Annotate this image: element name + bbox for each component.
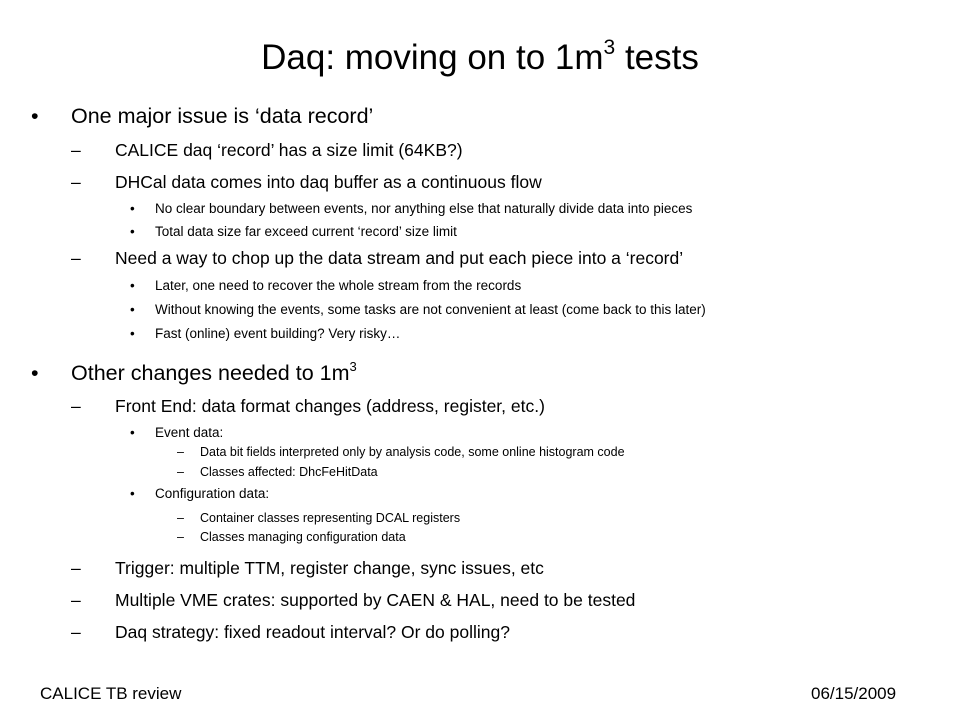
bullet-level3: Without knowing the events, some tasks are not convenient at least (come back to this later) [155, 302, 706, 317]
dash-icon: – [71, 140, 81, 160]
dash-icon: – [71, 396, 81, 416]
bullet-dot-icon: • [130, 425, 135, 440]
footer-left: CALICE TB review [40, 684, 182, 703]
dash-icon: – [177, 445, 184, 459]
dash-icon: – [71, 172, 81, 192]
title-text: Daq: moving on to 1m [261, 38, 604, 77]
bullet-level3: No clear boundary between events, nor anything else that naturally divide data into pieces [155, 201, 693, 216]
bullet-dot-icon: • [130, 278, 135, 293]
bullet-dot-icon: • [31, 104, 39, 128]
bullet-level2: Trigger: multiple TTM, register change, sync issues, etc [115, 558, 544, 578]
bullet-level4: Classes affected: DhcFeHitData [200, 465, 378, 479]
bullet-level3: Configuration data: [155, 486, 270, 501]
bullet-dot-icon: • [130, 201, 135, 216]
dash-icon: – [71, 248, 81, 268]
bullet-dot-icon: • [130, 224, 135, 239]
bullet-level2: Need a way to chop up the data stream and put each piece into a ‘record’ [115, 248, 684, 268]
bullet-level2: CALICE daq ‘record’ has a size limit (64KB?) [115, 140, 463, 160]
bullet-level3: Later, one need to recover the whole stream from the records [155, 278, 522, 293]
title-text-tail: tests [615, 38, 699, 77]
bullet-superscript: 3 [349, 359, 357, 374]
bullet-level1: One major issue is ‘data record’ [71, 104, 374, 128]
bullet-level2: Daq strategy: fixed readout interval? Or do polling? [115, 622, 510, 642]
bullet-level3: Fast (online) event building? Very risky… [155, 326, 401, 341]
bullet-level4: Data bit fields interpreted only by analysis code, some online histogram code [200, 445, 625, 459]
bullet-level3: Event data: [155, 425, 224, 440]
bullet-dot-icon: • [130, 302, 135, 317]
bullet-dot-icon: • [130, 486, 135, 501]
footer-date: 06/15/2009 [811, 684, 897, 703]
bullet-level2: Front End: data format changes (address, register, etc.) [115, 396, 545, 416]
bullet-level1 [71, 360, 357, 386]
dash-icon: – [177, 465, 184, 479]
dash-icon: – [71, 558, 81, 578]
dash-icon: – [71, 590, 81, 610]
bullet-dot-icon: • [130, 326, 135, 341]
bullet-level3: Total data size far exceed current ‘record’ size limit [155, 224, 457, 239]
slide-title [0, 36, 960, 80]
dash-icon: – [177, 511, 184, 525]
bullet-level1-text: Other changes needed to 1m [71, 361, 350, 385]
bullet-level4: Container classes representing DCAL registers [200, 511, 461, 525]
bullet-dot-icon: • [31, 361, 39, 385]
bullet-level4: Classes managing configuration data [200, 530, 406, 544]
dash-icon: – [71, 622, 81, 642]
dash-icon: – [177, 530, 184, 544]
bullet-level2: DHCal data comes into daq buffer as a continuous flow [115, 172, 542, 192]
bullet-level2: Multiple VME crates: supported by CAEN & HAL, need to be tested [115, 590, 636, 610]
title-superscript: 3 [603, 36, 616, 59]
